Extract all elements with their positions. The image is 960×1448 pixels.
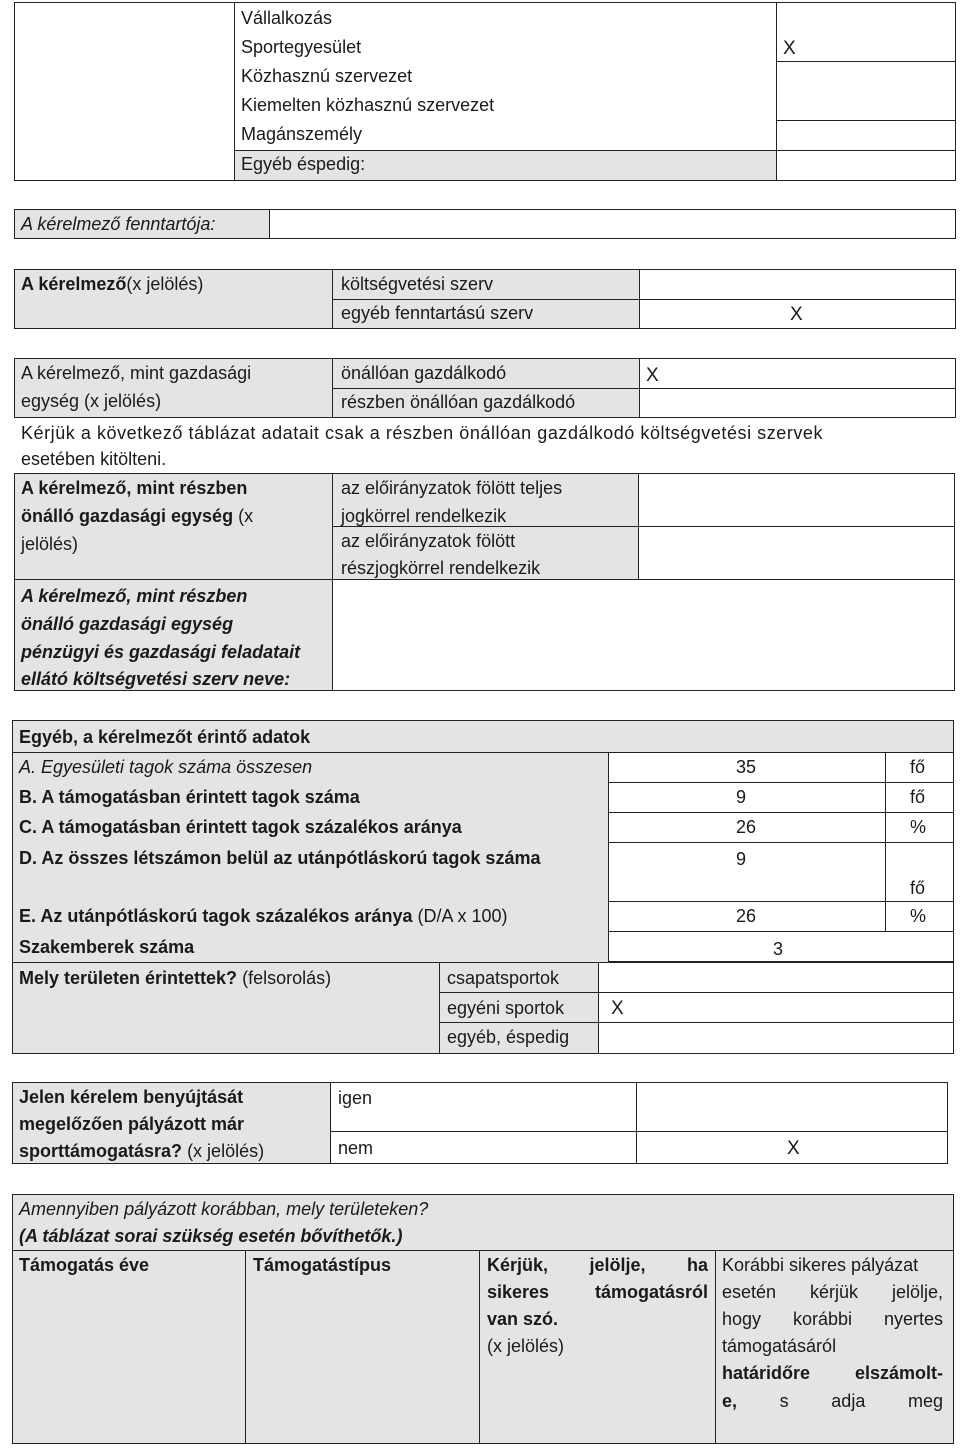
history-col-settlement-line6: e, s adja meg xyxy=(722,1391,943,1411)
row-e-unit: % xyxy=(910,906,927,926)
partial-option-full-line2: jogkörrel rendelkezik xyxy=(341,506,507,526)
history-col-year: Támogatás éve xyxy=(19,1255,150,1275)
row-d-label: D. Az összes létszámon belül az utánpótláskorú tagok száma xyxy=(19,848,541,868)
divider xyxy=(14,579,333,580)
row-a-value: 35 xyxy=(736,757,757,777)
history-col-settlement-line3: hogy korábbi nyertes xyxy=(722,1309,943,1329)
partial-unit-label-line2: önálló gazdasági egység (x xyxy=(21,506,254,526)
row-b-label: B. A támogatásban érintett tagok száma xyxy=(19,787,360,807)
legal-form-option-other: Egyéb éspedig: xyxy=(241,154,366,174)
divider xyxy=(245,1250,246,1444)
row-c-label: C. A támogatásban érintett tagok százalékos aránya xyxy=(19,817,462,837)
applicant-type-checkmark[interactable]: X xyxy=(790,304,803,325)
history-col-settlement-line2: esetén kérjük jelölje, xyxy=(722,1282,943,1302)
history-col-settlement-line1: Korábbi sikeres pályázat xyxy=(722,1255,919,1275)
experts-label: Szakemberek száma xyxy=(19,937,195,957)
divider xyxy=(776,120,956,121)
history-col-type: Támogatástípus xyxy=(253,1255,392,1275)
applicant-type-label: A kérelmező(x jelölés) xyxy=(21,274,204,294)
row-a-label: A. Egyesületi tagok száma összesen xyxy=(19,757,313,777)
row-d-value: 9 xyxy=(736,849,747,869)
area-other: egyéb, éspedig xyxy=(447,1027,570,1047)
divider xyxy=(12,1250,954,1251)
legal-form-option-private-person: Magánszemély xyxy=(241,124,363,144)
divider xyxy=(332,299,956,300)
economic-unit-checkmark[interactable]: X xyxy=(646,365,659,386)
row-e-value: 26 xyxy=(736,906,757,926)
economic-unit-option-independent: önállóan gazdálkodó xyxy=(341,363,507,383)
divider xyxy=(332,388,956,389)
row-d-unit: fő xyxy=(910,878,926,898)
members-supported-value-cell[interactable] xyxy=(608,782,886,813)
row-b-unit: fő xyxy=(910,787,926,807)
previous-checkmark[interactable]: X xyxy=(787,1138,800,1159)
history-note: (A táblázat sorai szükség esetén bővíthetők.) xyxy=(19,1226,403,1246)
divider xyxy=(439,992,954,993)
partial-unit-label-line1: A kérelmező, mint részben xyxy=(21,478,248,498)
row-c-value: 26 xyxy=(736,817,757,837)
history-question: Amennyiben pályázott korábban, mely területeken? xyxy=(19,1199,429,1219)
partial-option-part-line1: az előirányzatok fölött xyxy=(341,531,516,551)
maintainer-input[interactable] xyxy=(269,209,956,239)
history-col-success-line1: Kérjük, jelölje, ha xyxy=(487,1255,708,1275)
divider xyxy=(715,1250,716,1444)
history-col-success-line4: (x jelölés) xyxy=(487,1336,565,1356)
applicant-type-option-budget: költségvetési szerv xyxy=(341,274,494,294)
previous-options-cell xyxy=(330,1082,637,1164)
previous-option-no: nem xyxy=(338,1138,374,1158)
row-b-value: 9 xyxy=(736,787,747,807)
note-line1: Kérjük a következő táblázat adatait csak a részben önállóan gazdálkodó költségvetési szervek xyxy=(21,423,824,443)
economic-unit-label-line1: A kérelmező, mint gazdasági xyxy=(21,363,252,383)
row-a-unit: fő xyxy=(910,757,926,777)
finance-label-line2: önálló gazdasági egység xyxy=(21,614,234,634)
previous-label-line3: sporttámogatásra? (x jelölés) xyxy=(19,1141,265,1161)
area-individual-sports: egyéni sportok xyxy=(447,998,565,1018)
finance-label-line1: A kérelmező, mint részben xyxy=(21,586,248,606)
legal-form-checkmark[interactable]: X xyxy=(783,38,796,59)
divider xyxy=(479,1250,480,1444)
divider xyxy=(776,150,956,151)
previous-label-line2: megelőzően pályázott már xyxy=(19,1114,245,1134)
areas-marks-cell xyxy=(598,962,954,1054)
area-team-sports: csapatsportok xyxy=(447,968,560,988)
finance-label-line4: ellátó költségvetési szerv neve: xyxy=(21,669,291,689)
note-line2: esetében kitölteni. xyxy=(21,449,167,469)
history-col-settlement-line5: határidőre elszámolt- xyxy=(722,1363,943,1383)
economic-unit-label-line2: egység (x jelölés) xyxy=(21,391,162,411)
areas-label: Mely területen érintettek? (felsorolás) xyxy=(19,968,332,988)
other-data-title: Egyéb, a kérelmezőt érintő adatok xyxy=(19,727,311,747)
areas-checkmark[interactable]: X xyxy=(611,998,624,1019)
finance-unit-input[interactable] xyxy=(332,579,955,691)
maintainer-label: A kérelmező fenntartója: xyxy=(21,214,216,234)
divider xyxy=(776,2,777,181)
previous-label-line1: Jelen kérelem benyújtását xyxy=(19,1087,244,1107)
economic-unit-option-partial: részben önállóan gazdálkodó xyxy=(341,392,576,412)
divider xyxy=(776,61,956,62)
partial-option-full-line1: az előirányzatok fölött teljes xyxy=(341,478,563,498)
divider xyxy=(330,1131,948,1132)
finance-label-line3: pénzügyi és gazdasági feladatait xyxy=(21,642,301,662)
youth-members-value-cell[interactable] xyxy=(608,842,886,902)
experts-value: 3 xyxy=(773,939,784,959)
row-c-unit: % xyxy=(910,817,927,837)
partial-unit-label-line3: jelölés) xyxy=(21,534,79,554)
applicant-type-option-other: egyéb fenntartású szerv xyxy=(341,303,534,323)
divider xyxy=(439,1022,954,1023)
legal-form-option-priority-public-benefit: Kiemelten közhasznú szervezet xyxy=(241,95,495,115)
divider xyxy=(234,150,776,151)
row-e-label: E. Az utánpótláskorú tagok százalékos aránya (D/A x 100) xyxy=(19,906,508,926)
legal-form-option-enterprise: Vállalkozás xyxy=(241,8,333,28)
legal-form-option-sports-club: Sportegyesület xyxy=(241,37,362,57)
legal-form-option-public-benefit: Közhasznú szervezet xyxy=(241,66,413,86)
previous-option-yes: igen xyxy=(338,1088,373,1108)
partial-option-part-line2: részjogkörrel rendelkezik xyxy=(341,558,541,578)
history-col-settlement-line4: támogatásáról xyxy=(722,1336,837,1356)
history-col-success-line2: sikeres támogatásról xyxy=(487,1282,708,1302)
history-col-success-line3: van szó. xyxy=(487,1309,559,1329)
